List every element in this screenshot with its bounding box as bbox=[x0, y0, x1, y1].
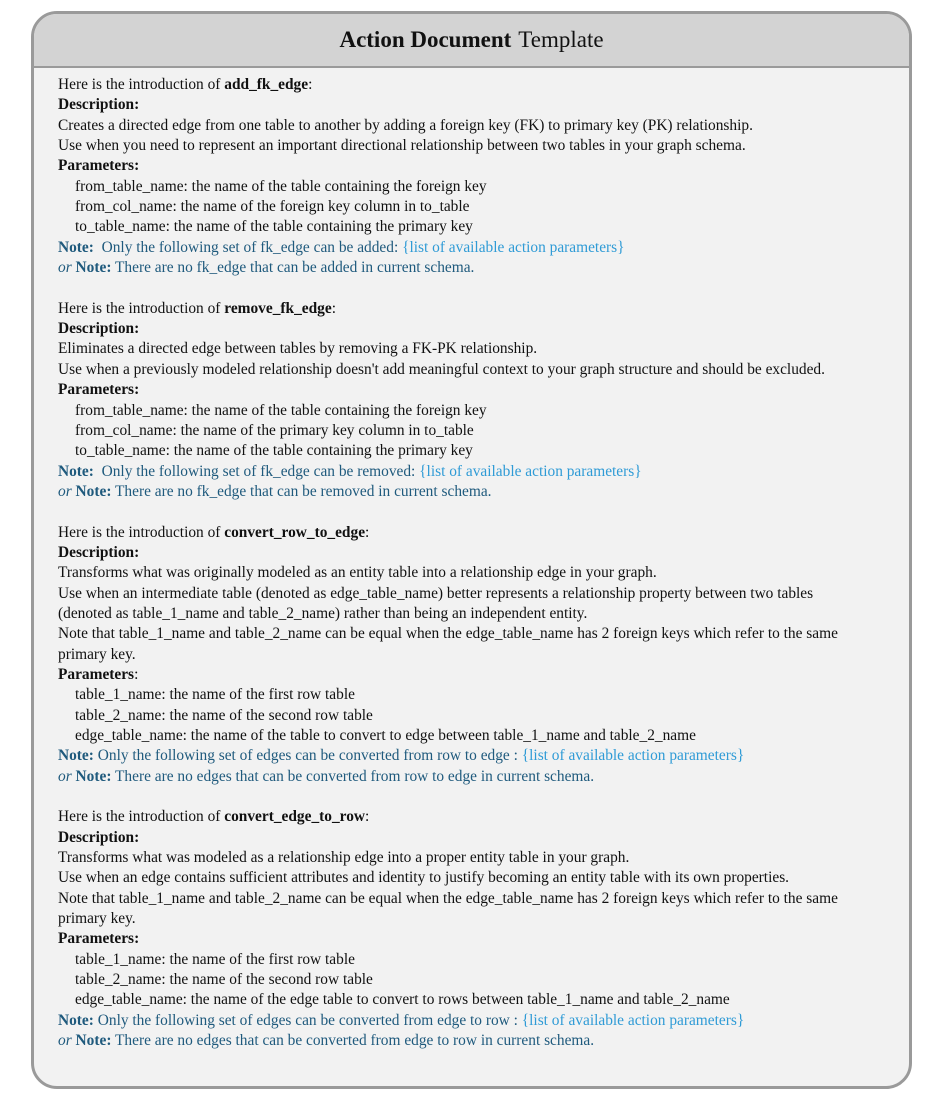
parameter-line: table_1_name: the name of the first row table bbox=[75, 686, 355, 704]
description-line: Eliminates a directed edge between tables by removing a FK-PK relationship. bbox=[58, 340, 538, 358]
parameters-label: Parameters bbox=[58, 381, 135, 399]
parameters-label: Parameters bbox=[58, 665, 135, 683]
parameter-line: from_col_name: the name of the primary key column in to_table bbox=[75, 421, 474, 439]
parameter-line: edge_table_name: the name of the table to convert to edge between table_1_name and table_2_name bbox=[75, 727, 696, 744]
note-available: Note: Only the following set of fk_edge can be removed: {list of available action parameters} bbox=[58, 462, 642, 480]
description-label: Description: bbox=[58, 828, 140, 846]
parameters-label: Parameters bbox=[58, 157, 135, 175]
description-line: Creates a directed edge from one table to another by adding a foreign key (FK) to primary key (PK) relationship. bbox=[58, 116, 753, 134]
card-title-bold: Action Document bbox=[339, 27, 512, 52]
action-section: Here is the introduction of convert_row_to_edge: Description: Transforms what was originally modeled as an entity table into a relationship edge in your graph. Use when an intermediate table (denoted as edge_table_name) better represents a relationship property between two tables (denoted as table_1_name and table_2_name) rather than being an independent entity. Note that table_1_name and table_2_name can be equal when the edge_table_name has 2 foreign keys which refer to the same primary key. Parameters: table_1_name: the name of the first row table table_2_name: the name of the second row table edge_table_name: the name of the table to convert to edge between table_1_name and table_2_name Note: Only the following set of edges can be converted from row to edge : {list of available action parameters} or Note: There are no edges that can be converted from row to edge in current schema. bbox=[58, 523, 909, 787]
description-line: Use when an edge contains sufficient attributes and identity to justify becoming an entity table with its own properties. bbox=[58, 869, 790, 887]
action-name: remove_fk_edge bbox=[224, 299, 332, 317]
placeholder-text: {list of available action parameters} bbox=[419, 462, 642, 480]
action-name: convert_edge_to_row bbox=[224, 808, 366, 826]
parameters-label: Parameters bbox=[58, 930, 135, 948]
document-body bbox=[34, 68, 909, 1052]
description-line: Transforms what was originally modeled as an entity table into a relationship edge in your graph. bbox=[58, 564, 657, 582]
description-label: Description: bbox=[58, 320, 140, 338]
action-section: Here is the introduction of convert_edge_to_row: Description: Transforms what was modeled as a relationship edge into a proper entity table in your graph. Use when an edge contains sufficient attributes and identity to justify becoming an entity table with its own properties. Note that table_1_name and table_2_name can be equal when the edge_table_name has 2 foreign keys which refer to the same primary key. Parameters: table_1_name: the name of the first row table table_2_name: the name of the second row table edge_table_name: the name of the edge table to convert to rows between table_1_name and table_2_name Note: Only the following set of edges can be converted from edge to row : {list of available action parameters} or Note: There are no edges that can be converted from edge to row in current schema. bbox=[58, 807, 909, 1051]
parameter-line: edge_table_name: the name of the edge table to convert to rows between table_1_name and table_2_name bbox=[75, 991, 730, 1009]
note-unavailable: or Note: There are no edges that can be converted from edge to row in current schema. bbox=[58, 1032, 595, 1050]
description-line: Use when you need to represent an important directional relationship between two tables in your graph schema. bbox=[58, 137, 746, 155]
note-unavailable: or Note: There are no fk_edge that can be removed in current schema. bbox=[58, 482, 492, 500]
description-line: Note that table_1_name and table_2_name can be equal when the edge_table_name has 2 foreign keys which refer to the same primary key. bbox=[58, 889, 838, 928]
description-label: Description: bbox=[58, 543, 140, 561]
action-name: convert_row_to_edge bbox=[224, 523, 366, 541]
note-available: Note: Only the following set of edges can be converted from row to edge : {list of available action parameters} bbox=[58, 747, 745, 765]
intro-line: Here is the introduction of add_fk_edge: bbox=[58, 76, 313, 93]
placeholder-text: {list of available action parameters} bbox=[521, 1011, 745, 1029]
action-section: Here is the introduction of add_fk_edge: Description: Creates a directed edge from one table to another by adding a foreign key (FK) to primary key (PK) relationship. Use when you need to represent an important directional relationship between two tables in your graph schema. Parameters: from_table_name: the name of the table containing the foreign key from_col_name: the name of the foreign key column in to_table to_table_name: the name of the table containing the primary key Note: Only the following set of fk_edge can be added: {list of available action parameters} or Note: There are no fk_edge that can be added in current schema. bbox=[58, 75, 909, 278]
intro-line: Here is the introduction of remove_fk_edge: bbox=[58, 299, 336, 317]
card-title-rest: Template bbox=[518, 27, 604, 52]
parameter-line: table_2_name: the name of the second row table bbox=[75, 706, 373, 724]
placeholder-text: {list of available action parameters} bbox=[402, 238, 625, 256]
parameter-line: from_table_name: the name of the table containing the foreign key bbox=[75, 177, 487, 195]
action-section: Here is the introduction of remove_fk_edge: Description: Eliminates a directed edge between tables by removing a FK-PK relationship. Use when a previously modeled relationship doesn't add meaningful context to your graph structure and should be excluded. Parameters: from_table_name: the name of the table containing the foreign key from_col_name: the name of the primary key column in to_table to_table_name: the name of the table containing the primary key Note: Only the following set of fk_edge can be removed: {list of available action parameters} or Note: There are no fk_edge that can be removed in current schema. bbox=[58, 299, 909, 502]
parameter-line: table_2_name: the name of the second row table bbox=[75, 971, 373, 989]
card-title bbox=[34, 14, 909, 68]
parameter-line: from_col_name: the name of the foreign key column in to_table bbox=[75, 198, 470, 216]
description-line: Use when an intermediate table (denoted as edge_table_name) better represents a relationship property between two tables (denoted as table_1_name and table_2_name) rather than being an independent entity. bbox=[58, 584, 814, 622]
description-line: Use when a previously modeled relationship doesn't add meaningful context to your graph structure and should be excluded. bbox=[58, 360, 825, 378]
action-name: add_fk_edge bbox=[224, 76, 309, 93]
parameter-line: table_1_name: the name of the first row table bbox=[75, 950, 355, 968]
action-document-card bbox=[31, 11, 912, 1089]
note-available: Note: Only the following set of edges can be converted from edge to row : {list of available action parameters} bbox=[58, 1011, 745, 1029]
description-label: Description: bbox=[58, 96, 140, 114]
parameter-line: to_table_name: the name of the table containing the primary key bbox=[75, 218, 473, 236]
intro-line: Here is the introduction of convert_row_to_edge: bbox=[58, 523, 370, 541]
parameter-line: from_table_name: the name of the table containing the foreign key bbox=[75, 401, 487, 419]
placeholder-text: {list of available action parameters} bbox=[521, 747, 745, 765]
note-unavailable: or Note: There are no fk_edge that can be added in current schema. bbox=[58, 259, 475, 277]
intro-line: Here is the introduction of convert_edge_to_row: bbox=[58, 808, 370, 826]
description-line: Note that table_1_name and table_2_name can be equal when the edge_table_name has 2 foreign keys which refer to the same primary key. bbox=[58, 625, 838, 663]
note-available: Note: Only the following set of fk_edge can be added: {list of available action parameters} bbox=[58, 238, 625, 256]
note-unavailable: or Note: There are no edges that can be converted from row to edge in current schema. bbox=[58, 767, 595, 785]
parameter-line: to_table_name: the name of the table containing the primary key bbox=[75, 442, 473, 460]
description-line: Transforms what was modeled as a relationship edge into a proper entity table in your graph. bbox=[58, 849, 630, 867]
